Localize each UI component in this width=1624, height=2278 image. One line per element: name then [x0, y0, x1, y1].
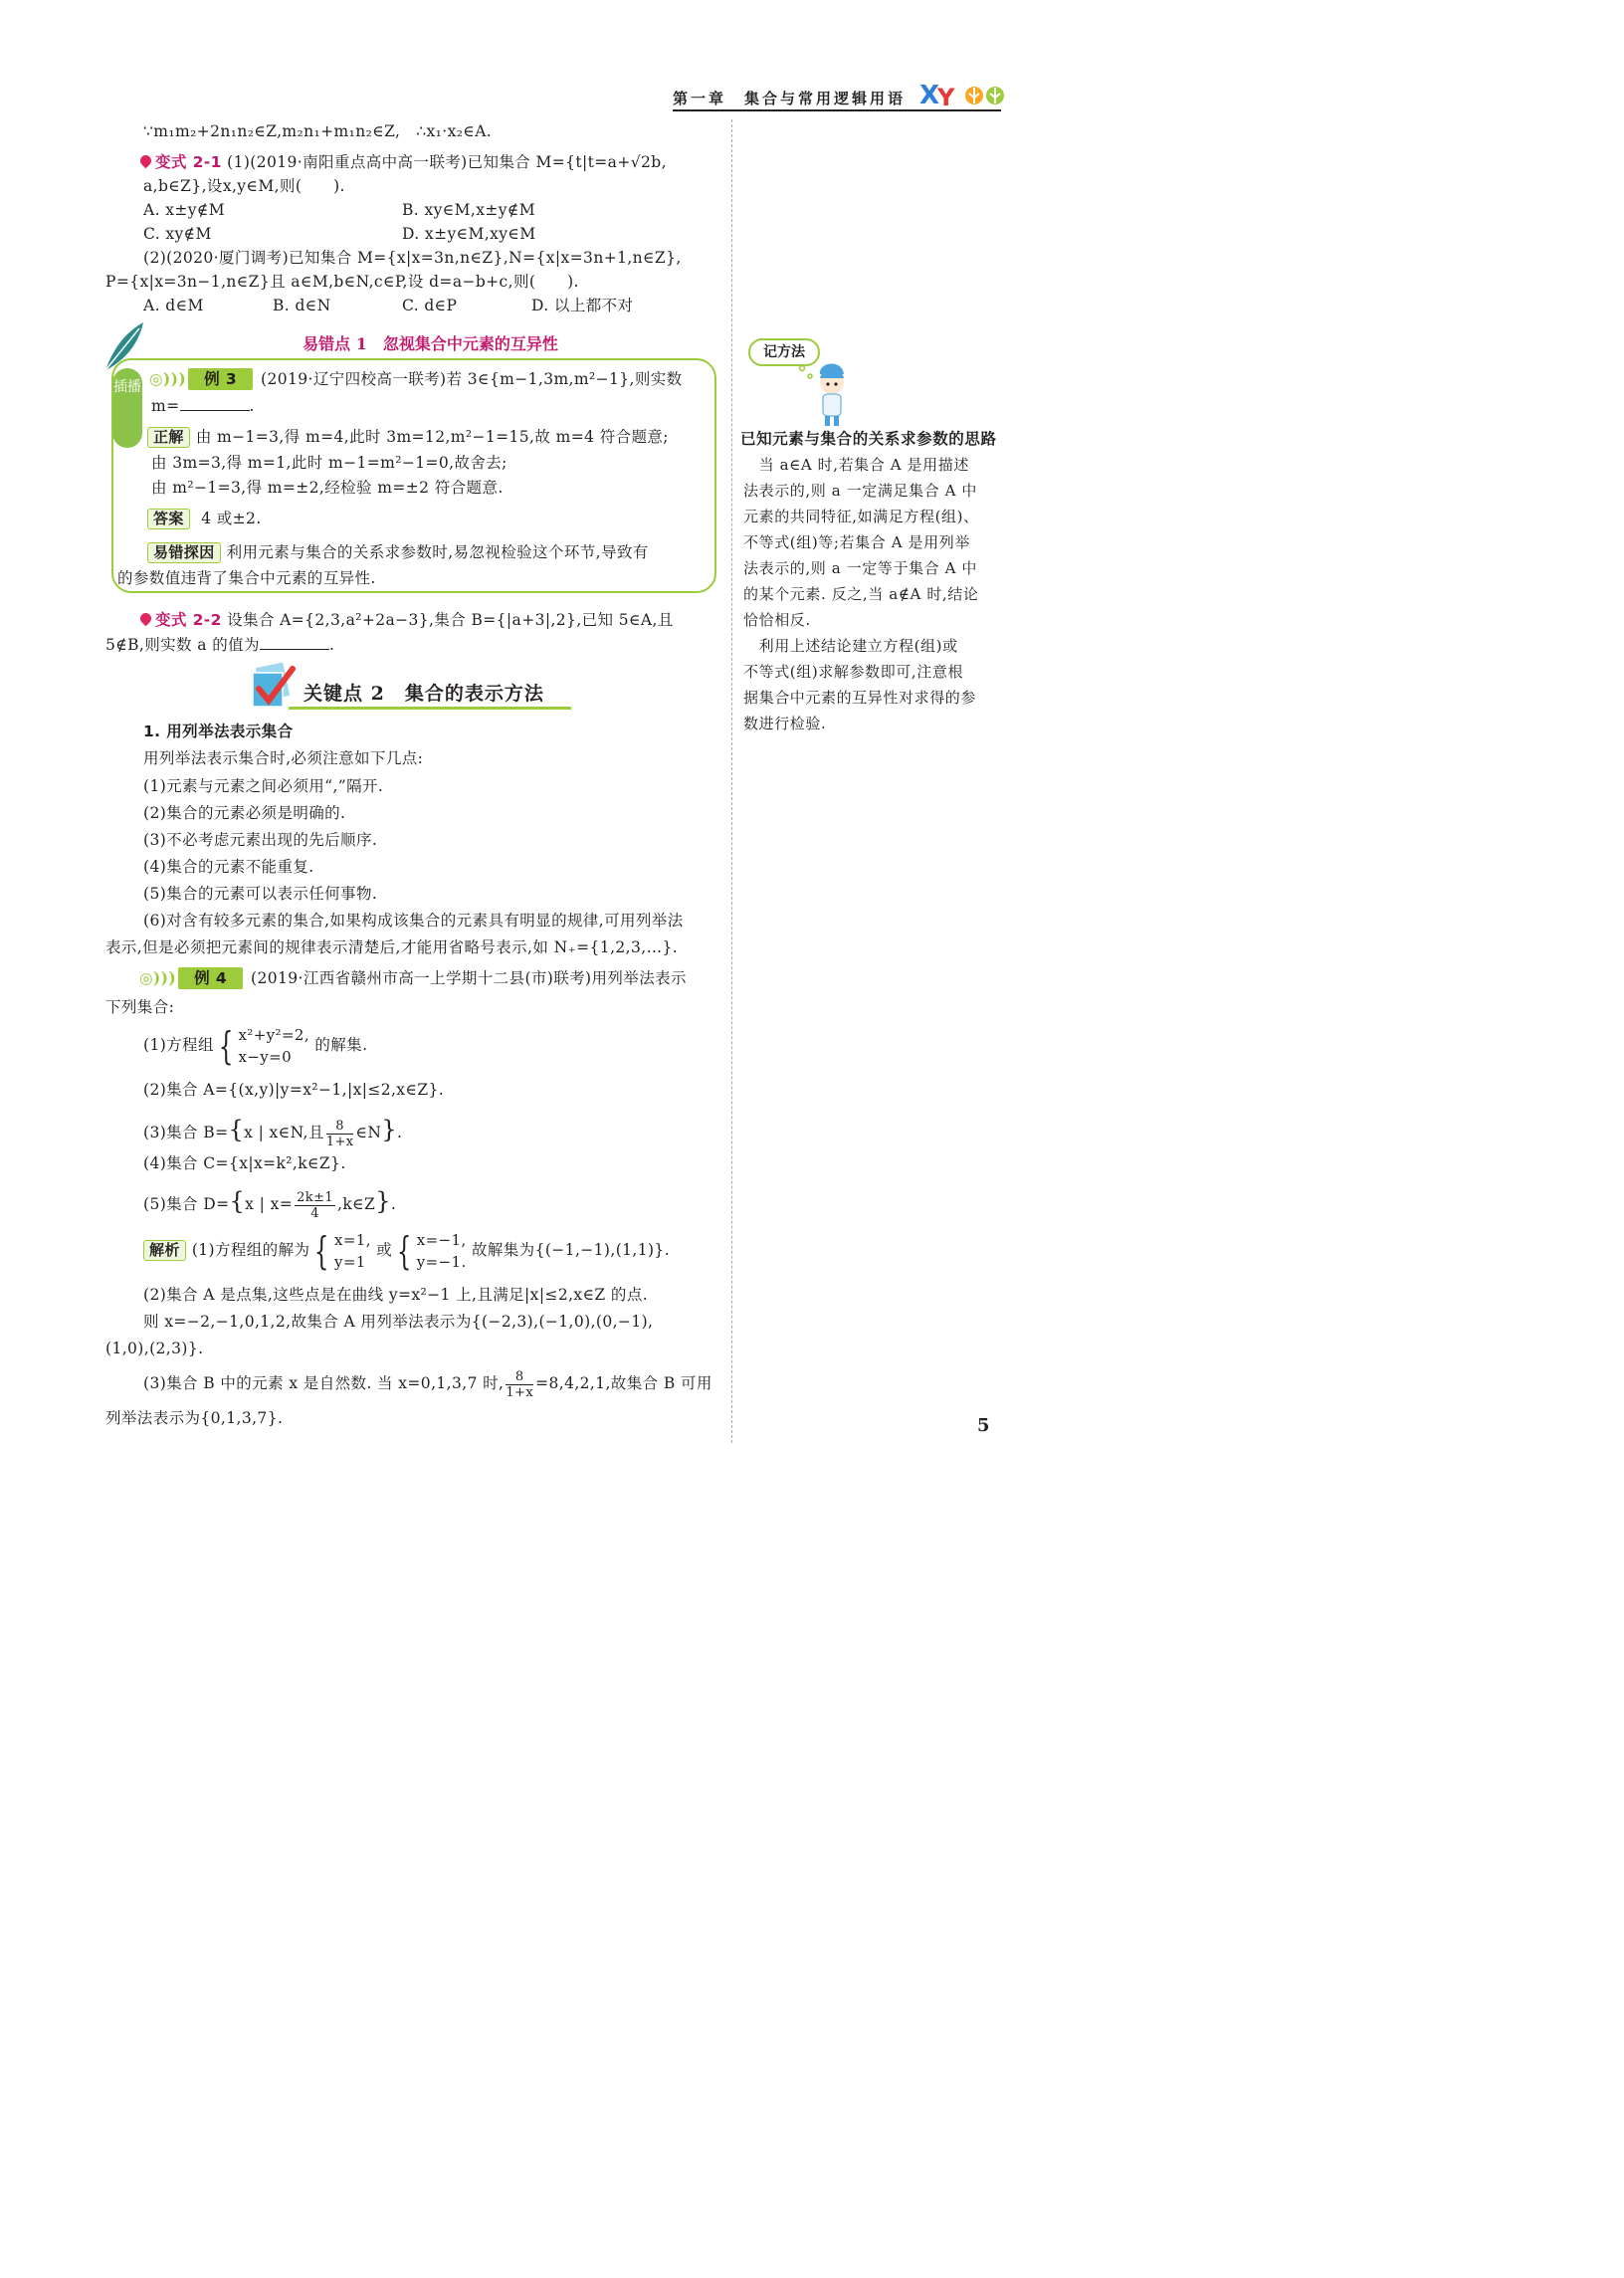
text-line: . [390, 1195, 397, 1213]
text-line: 由 m²−1=3,得 m=±2,经检验 m=±2 符合题意. [151, 479, 504, 497]
text-line: x | x= [245, 1195, 294, 1213]
text-line: (3)集合 B= [143, 1124, 229, 1141]
pin-icon [138, 611, 154, 627]
feather-icon [100, 318, 147, 374]
sidebar-line: 恰恰相反. [743, 611, 811, 629]
text-line: 列举法表示为{0,1,3,7}. [105, 1409, 284, 1427]
analysis-tag: 解析 [143, 1240, 186, 1261]
text-line: 利用元素与集合的关系求参数时,易忽视检验这个环节,导致有 [226, 543, 649, 561]
text-line: (1)方程组的解为 [191, 1241, 310, 1259]
denominator: 1+x [506, 1384, 534, 1400]
equation: x=1, [333, 1231, 371, 1249]
list-item: (3)不必考虑元素出现的先后顺序. [143, 831, 378, 849]
text-line: ∵m₁m₂+2n₁n₂∈Z,m₂n₁+m₁n₂∈Z, ∴x₁·x₂∈A. [143, 122, 493, 140]
equation-system [238, 1024, 309, 1068]
brace: { [218, 1024, 234, 1068]
sidebar-line: 不等式(组)求解参数即可,注意根 [743, 663, 964, 681]
variation-label: 变式 2-2 [155, 611, 222, 629]
checkmark-icon [247, 661, 301, 711]
answer-line [147, 508, 262, 529]
item-2: (2)集合 A={(x,y)|y=x²−1,|x|≤2,x∈Z}. [143, 1081, 445, 1099]
fraction [326, 1119, 354, 1149]
text-line: 用列举法表示集合时,必须注意如下几点: [143, 749, 424, 767]
denominator: 1+x [325, 1134, 354, 1149]
page-number: 5 [977, 1415, 990, 1436]
brace: { [314, 1229, 330, 1273]
chapter-title: 第一章 集合与常用逻辑用语 [673, 90, 907, 107]
sidebar-line: 元素的共同特征,如满足方程(组)、 [743, 508, 979, 525]
key-point-title: 关键点 2 集合的表示方法 [304, 683, 544, 705]
error-point-title: 易错点 1 忽视集合中元素的互异性 [199, 331, 662, 354]
text-line: =8,4,2,1,故集合 B 可用 [535, 1374, 712, 1392]
variation-2-2 [140, 609, 674, 631]
sidebar-line: 当 a∈A 时,若集合 A 是用描述 [743, 456, 969, 474]
error-cause-tag: 易错探因 [147, 542, 221, 563]
text-line: 由 m−1=3,得 m=4,此时 3m=12,m²−1=15,故 m=4 符合题意; [195, 428, 669, 446]
boy-mascot-icon [796, 354, 860, 430]
side-tag: 插播 [112, 368, 142, 448]
text-line: (2)集合 A 是点集,这些点是在曲线 y=x²−1 上,且满足|x|≤2,x∈Z 的点. [143, 1286, 649, 1304]
text-line: 设集合 A={2,3,a²+2a−3},集合 B={|a+3|,2},已知 5∈A,且 [227, 611, 674, 629]
item-4: (4)集合 C={x|x=k²,k∈Z}. [143, 1154, 346, 1172]
option-d: D. 以上都不对 [531, 297, 634, 314]
text-line: 的参数值违背了集合中元素的互异性. [117, 569, 376, 587]
equation: x−y=0 [238, 1048, 293, 1066]
numerator: 8 [506, 1369, 533, 1385]
equation-system [334, 1229, 371, 1273]
numerator: 8 [326, 1119, 354, 1135]
example-4-question [139, 967, 687, 989]
sound-icon: ◎))) [149, 369, 187, 388]
list-item: (6)对含有较多元素的集合,如果构成该集合的元素具有明显的规律,可用列举法 [143, 912, 684, 930]
text-line: 5∉B,则实数 a 的值为 [105, 636, 260, 654]
sidebar-line: 数进行检验. [743, 715, 827, 732]
text-line: 表示,但是必须把元素间的规律表示清楚后,才能用省略号表示,如 N₊={1,2,3,…}. [105, 938, 679, 956]
sound-icon: ◎))) [139, 968, 177, 987]
method-bubble: 记方法 [748, 338, 820, 366]
answer-blank [260, 635, 329, 650]
brace: { [397, 1229, 412, 1273]
list-item: (4)集合的元素不能重复. [143, 858, 314, 876]
text-line: (2019·辽宁四校高一联考)若 3∈{m−1,3m,m²−1},则实数 [261, 370, 683, 388]
sidebar-line: 利用上述结论建立方程(组)或 [743, 637, 958, 655]
answer-tag: 答案 [147, 509, 190, 529]
sidebar-line: 不等式(组)等;若集合 A 是用列举 [743, 533, 970, 551]
logo-icon [917, 76, 1007, 111]
equation: y=−1. [416, 1253, 467, 1271]
equation: y=1 [333, 1253, 366, 1271]
text-line: (5)集合 D= [143, 1195, 230, 1213]
variation-label: 变式 2-1 [155, 153, 222, 171]
answer-blank [180, 396, 250, 411]
equation-system [417, 1229, 467, 1273]
svg-text:X: X [919, 81, 940, 110]
text-line: (2019·江西省赣州市高一上学期十二县(市)联考)用列举法表示 [251, 969, 687, 987]
list-item: (5)集合的元素可以表示任何事物. [143, 885, 378, 903]
text-line: P={x|x=3n−1,n∈Z}且 a∈M,b∈N,c∈P,设 d=a−b+c,则( ). [105, 273, 579, 291]
text-line: 则 x=−2,−1,0,1,2,故集合 A 用列举法表示为{(−2,3),(−1,0),(0,−1), [143, 1313, 654, 1331]
item-1 [143, 1023, 367, 1068]
list-item: (1)元素与元素之间必须用“,”隔开. [143, 777, 384, 795]
text-line: m= [151, 397, 180, 415]
text-line: (1)方程组 [143, 1036, 214, 1054]
sidebar-line: 的某个元素. 反之,当 a∉A 时,结论 [743, 585, 979, 603]
option-c: C. d∈P [402, 297, 458, 314]
equation: x²+y²=2, [238, 1026, 310, 1044]
item-5: (5)集合 D={x | x= $\frac{2k\pm 1}{4}$ ,k∈Z}. [143, 1187, 397, 1221]
text-line: (2)(2020·厦门调考)已知集合 M={x|x=3n,n∈Z},N={x|x=3n+1,n∈Z}, [143, 249, 682, 267]
option-b: B. xy∈M,x±y∉M [402, 201, 536, 219]
section-heading: 1. 用列举法表示集合 [143, 723, 294, 740]
list-item: (2)集合的元素必须是明确的. [143, 804, 346, 822]
text-line: (1,0),(2,3)}. [105, 1340, 204, 1357]
example-3-question [149, 368, 683, 390]
text-line: 5∉B,则实数 a 的值为 . [105, 636, 335, 654]
svg-text:Y: Y [937, 84, 955, 111]
text-line: 的解集. [314, 1036, 368, 1054]
equation: x=−1, [416, 1231, 467, 1249]
text-line: . [397, 1124, 403, 1141]
numerator: 2k±1 [297, 1189, 334, 1205]
variation-2-1 [140, 151, 667, 173]
fraction [295, 1190, 335, 1221]
option-d: D. x±y∈M,xy∈M [402, 225, 536, 243]
column-divider [731, 119, 732, 1443]
example-label: 例 3 [188, 368, 253, 390]
text-line: (1)(2019·南阳重点高中高一联考)已知集合 M={t|t=a+√2b, [227, 153, 667, 171]
sidebar-heading: 已知元素与集合的关系求参数的思路 [740, 430, 997, 448]
pin-icon [138, 153, 154, 169]
denominator: 4 [310, 1205, 319, 1221]
text-line: ,k∈Z [337, 1195, 376, 1213]
fraction [506, 1369, 533, 1400]
analysis-item-3 [143, 1366, 712, 1400]
text-line: 由 3m=3,得 m=1,此时 m−1=m²−1=0,故舍去; [151, 454, 508, 472]
item-3: (3)集合 B={x | x∈N,且 $\frac{8}{1+x}$ ∈N}. [143, 1116, 403, 1149]
sidebar-line: 据集合中元素的互异性对求得的参 [743, 689, 977, 707]
solution-line [147, 426, 669, 448]
text-line: 下列集合: [105, 998, 175, 1016]
option-b: B. d∈N [273, 297, 331, 314]
analysis-line [143, 1228, 670, 1273]
text-line: x | x∈N,且 [244, 1124, 324, 1141]
option-c: C. xy∉M [143, 225, 212, 243]
text-line: 故解集为{(−1,−1),(1,1)}. [471, 1241, 671, 1259]
example-label: 例 4 [178, 967, 243, 989]
sidebar-line: 法表示的,则 a 一定满足集合 A 中 [743, 482, 978, 500]
sidebar-line: 法表示的,则 a 一定等于集合 A 中 [743, 559, 978, 577]
text-line: ∈N [355, 1124, 382, 1141]
text-line: 或 [376, 1241, 393, 1259]
text-line: 4 或±2. [201, 510, 262, 527]
key-point-underline [289, 707, 571, 710]
error-cause-line [147, 541, 649, 563]
option-a: A. d∈M [143, 297, 204, 314]
text-line: a,b∈Z},设x,y∈M,则( ). [143, 177, 345, 195]
text-line: m= . [151, 397, 255, 415]
solution-tag: 正解 [147, 427, 190, 448]
text-line: (3)集合 B 中的元素 x 是自然数. 当 x=0,1,3,7 时, [143, 1374, 505, 1392]
option-a: A. x±y∉M [143, 201, 226, 219]
